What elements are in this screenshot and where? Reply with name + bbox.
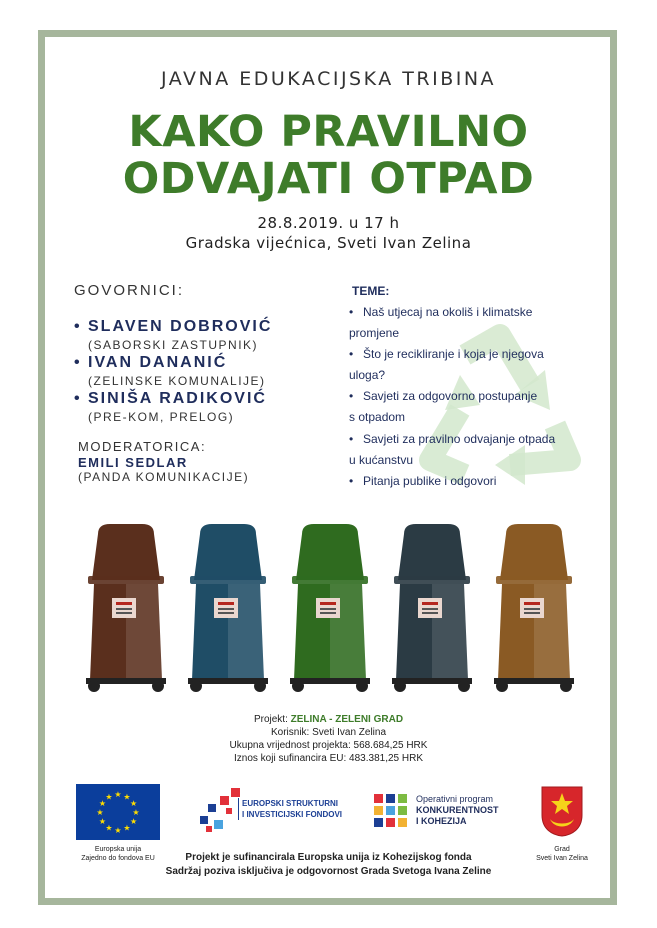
topic-2: • Što je recikliranje i koja je njegova uloga? (349, 344, 599, 386)
event-venue: Gradska vijećnica, Sveti Ivan Zelina (185, 234, 472, 252)
eu-star: ★ (105, 823, 113, 833)
moderator-affiliation: (PANDA KOMUNIKACIJE) (78, 470, 250, 484)
project-total-value: Ukupna vrijednost projekta: 568.684,25 HRK (229, 740, 428, 751)
topic-3-line1: Savjeti za odgovorno postupanje (363, 389, 538, 403)
topic-4-line1: Savjeti za pravilno odvajanje otpada (363, 432, 556, 446)
speaker-3-name: • SINIŠA RADIKOVIĆ (74, 390, 267, 407)
speaker-3-affiliation: (PRE-KOM, PRELOG) (88, 410, 235, 424)
waste-bin (86, 524, 166, 692)
eu-star: ★ (114, 826, 122, 835)
eu-caption-2: Zajedno do fondova EU (81, 855, 155, 862)
project-eu-amount: Iznos koji sufinancira EU: 483.381,25 HRK (234, 753, 423, 764)
footer-line-1: Projekt je sufinancirala Europska unija iz Kohezijskog fonda (185, 852, 472, 863)
topic-1: • Naš utjecaj na okoliš i klimatske promjene (349, 302, 599, 344)
city-caption-2: Sveti Ivan Zelina (536, 855, 588, 862)
esif-line-2: I INVESTICIJSKI FONDOVI (242, 810, 343, 819)
event-type: JAVNA EDUKACIJSKA TRIBINA (160, 68, 497, 90)
speaker-2-name-text: IVAN DANANIĆ (88, 354, 228, 371)
footer-line-2: Sadržaj poziva isključiva je odgovornost Grada Svetoga Ivana Zeline (165, 866, 492, 877)
project-beneficiary: Korisnik: Sveti Ivan Zelina (270, 727, 387, 738)
project-label: Projekt: (253, 714, 288, 725)
event-date: 28.8.2019. u 17 h (257, 214, 400, 232)
topic-5-line1: Pitanja publike i odgovori (363, 474, 497, 488)
speaker-2-name: • IVAN DANANIĆ (74, 354, 228, 371)
title-line-1: KAKO PRAVILNO (128, 107, 529, 157)
topic-1-line2: promjene (349, 326, 400, 340)
eu-star: ★ (114, 790, 122, 799)
eu-star: ★ (123, 823, 131, 833)
eu-stars-icon (76, 784, 160, 840)
op-line-2: KONKURENTNOST (416, 805, 499, 815)
eu-star: ★ (98, 799, 106, 808)
eu-star: ★ (98, 817, 106, 826)
moderator-name: EMILI SEDLAR (78, 455, 188, 470)
esif-logo (196, 786, 346, 834)
city-caption-1: Grad (554, 846, 570, 853)
project-name: ZELINA - ZELENI GRAD (290, 714, 404, 725)
eu-star: ★ (132, 808, 140, 817)
speaker-3-name-text: SINIŠA RADIKOVIĆ (88, 390, 267, 407)
waste-bin (392, 524, 472, 692)
eu-star: ★ (96, 808, 104, 817)
topic-3-line2: s otpadom (349, 410, 406, 424)
speaker-2-affiliation: (ZELINSKE KOMUNALIJE) (88, 374, 266, 388)
op-line-3: I KOHEZIJA (416, 816, 467, 826)
project-line (0, 713, 657, 726)
eu-star: ★ (105, 792, 113, 802)
op-logo (372, 792, 522, 832)
waste-bin (494, 524, 574, 692)
speaker-1-name-text: SLAVEN DOBROVIĆ (88, 318, 273, 335)
topic-1-line1: Naš utjecaj na okoliš i klimatske (363, 305, 533, 319)
topic-4-line2: u kućanstvu (349, 453, 414, 467)
moderator-heading: MODERATORICA: (78, 439, 207, 454)
topics-heading: TEME: (352, 284, 390, 298)
eu-star: ★ (130, 799, 138, 808)
op-text (416, 794, 499, 827)
topic-5: • Pitanja publike i odgovori (349, 474, 497, 488)
op-line-1: Operativni program (416, 794, 494, 804)
op-squares-icon (372, 792, 410, 830)
waste-bins-illustration (80, 520, 585, 700)
eu-star: ★ (123, 792, 131, 802)
waste-bin (188, 524, 268, 692)
topic-4: • Savjeti za pravilno odvajanje otpada u kućanstvu (349, 429, 599, 471)
eu-star: ★ (130, 817, 138, 826)
esif-line-1: EUROPSKI STRUKTURNI (242, 799, 339, 808)
city-crest-icon (540, 785, 584, 837)
eu-flag-logo (76, 784, 160, 840)
waste-bin (290, 524, 370, 692)
topic-3: • Savjeti za odgovorno postupanje s otpadom (349, 386, 599, 428)
eu-caption-1: Europska unija (94, 846, 142, 853)
title-line-2: ODVAJATI OTPAD (122, 154, 535, 204)
topic-2-line1: Što je recikliranje i koja je njegova (363, 347, 544, 361)
speakers-heading: GOVORNICI: (74, 282, 185, 299)
speaker-1-name: • SLAVEN DOBROVIĆ (74, 318, 273, 335)
speaker-1-affiliation: (SABORSKI ZASTUPNIK) (88, 338, 259, 352)
esif-text (238, 798, 342, 820)
topic-2-line2: uloga? (349, 368, 386, 382)
